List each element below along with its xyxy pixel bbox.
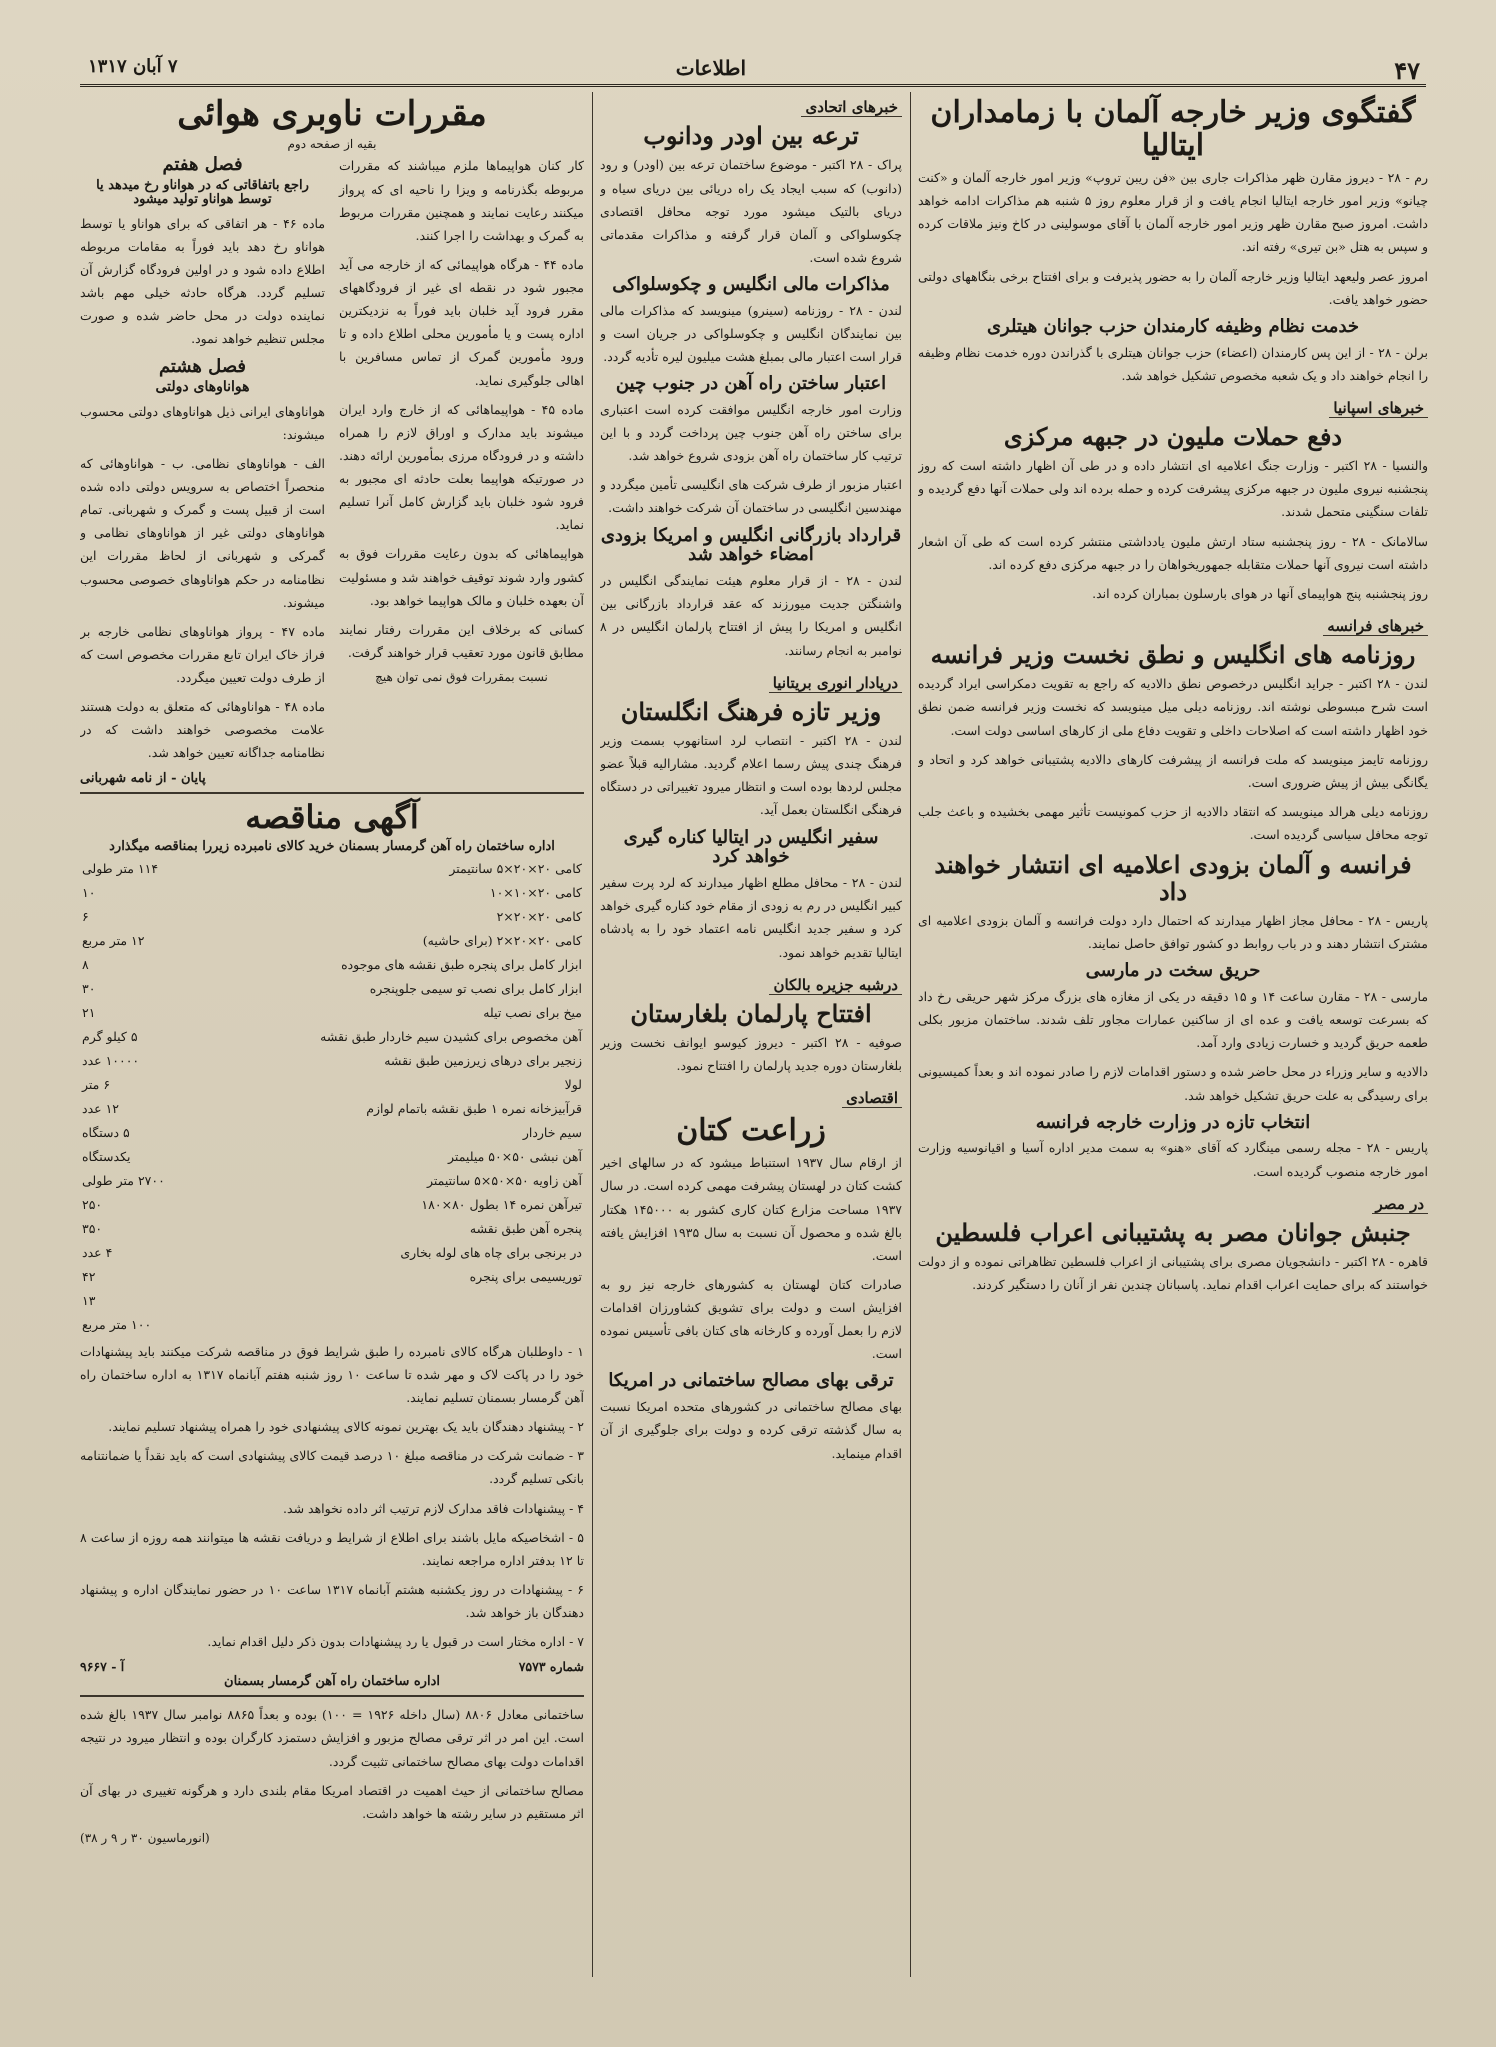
headline-spain: دفع حملات ملیون در جبهه مرکزی (1003, 421, 1343, 451)
tender-ref: شماره ۷۵۷۳ (518, 1659, 584, 1675)
article-text: پاریس - ۲۸ - مجله رسمی مینگارد که آقای «هنو» به سمت مدیر اداره آسیا و اقیانوسیه وزارت امور خارجه منصوب گردیده است. (918, 1140, 1428, 1179)
tender-item-row (80, 1073, 584, 1097)
article-text: ماده ۴۶ - هر اتفاقی که برای هواناو یا توسط هواناو رخ دهد باید فوراً به مقامات مربوطه اطلاع داده شود و در اولین فرودگاه گزارش آن تسلیم گردد. هرگاه حادثه خیلی مهم باشد نماینده دولت در محل حاضر شده و صورت مجلس تنظیم خواهد نمود. (80, 215, 326, 347)
headline-egypt: جنبش جوانان مصر به پشتیبانی اعراب فلسطین (935, 1217, 1411, 1247)
section-label: خبرهای اتحادی (801, 98, 902, 117)
tender-item-name: تیرآهن نمره ۱۴ بطول ۸۰×۱۸۰ (421, 1196, 582, 1212)
tender-items (80, 857, 584, 1337)
headline-canal: ترعه بین اودر ودانوب (643, 121, 859, 150)
tender-item-qty: ۱۲ متر مربع (82, 932, 145, 948)
tender-item-row (80, 1241, 584, 1265)
article-tail: نسبت بمقررات فوق نمی توان هیچ (375, 670, 548, 685)
tender-item-name: آهن مخصوص برای کشیدن سیم خاردار طبق نقشه (320, 1028, 582, 1044)
article-text: دالادیه و سایر وزراء در محل حاضر شده و دستور اقدامات لازم را صادر نموده اند و بعداً کمیسیونی برای رسیدگی به علت حریق تشکیل خواهد شد. (918, 1064, 1428, 1103)
chapter-heading: فصل هفتم (162, 154, 243, 176)
column-rule (592, 92, 593, 1977)
tender-item-row (80, 953, 584, 977)
article-text: ماده ۴۵ - هواپیماهائی که از خارج وارد ایران میشوند باید مدارک و اوراق لازم را همراه داشته و در فرودگاه مرزی بمأمورین ارائه دهند. در صورتیکه هواپیما بعلت حادثه ای مجبور به فرود شود خلبان باید گزارش کامل آنرا تسلیم نماید. (339, 401, 584, 533)
aviation-columns (80, 151, 584, 785)
tender-item-qty: ۴۲ (82, 1268, 96, 1284)
tender-condition: ۳ - ضمانت شرکت در مناقصه مبلغ ۱۰ درصد قیمت کالای پیشنهادی است که باید نقداً یا ضمانتنامه بانکی تسلیم گردد. (80, 1448, 584, 1487)
headline-aviation: مقررات ناوبری هوائی (177, 94, 487, 134)
tender-item-name: کامی ۲۰×۲۰×۵ سانتیمتر (449, 860, 582, 876)
headline-culture-minister: وزیر تازه فرهنگ انگلستان (620, 696, 882, 726)
tender-item-row (80, 1121, 584, 1145)
article-text: سالامانک - ۲۸ - روز پنجشنبه ستاد ارتش ملیون یادداشتی منتشر کرده است که طی آن اشعار داشته است نیروی آنها حملات متقابله جمهوریخواهان را در جبهه مرکزی دفع کرده اند. (918, 533, 1428, 572)
tender-item-row (80, 1049, 584, 1073)
tender-item-qty: ۴ عدد (82, 1244, 113, 1260)
tender-item-name: میخ برای نصب تیله (483, 1004, 582, 1020)
article-text: صادرات کتان لهستان به کشورهای خارجه نیز رو به افزایش است و دولت برای تشویق کشاورزان اقدامات لازم را بعمل آورده و کارخانه های کتان بافی تأسیس نموده است. (600, 1276, 902, 1362)
tender-item-name: ابزار کامل برای پنجره طبق نقشه های موجوده (341, 956, 582, 972)
tender-item-row (80, 1145, 584, 1169)
issue-date: ۷ آبان ۱۳۱۷ (88, 56, 178, 77)
tender-item-qty: ۶ متر (82, 1076, 111, 1092)
article-text: ماده ۴۷ - پرواز هواناوهای نظامی خارجه بر فراز خاک ایران تابع مقررات مخصوص است که از طرف دولت تعیین میگردد. (80, 623, 325, 686)
tender-condition: ۴ - پیشنهادات فاقد مدارک لازم ترتیب اثر داده نخواهد شد. (283, 1500, 584, 1516)
tender-item-qty: ۶ (82, 908, 89, 924)
section-label: دریادار انوری بریتانیا (769, 674, 902, 693)
tender-item-row (80, 1001, 584, 1025)
article-text: پراک - ۲۸ اکتبر - موضوع ساختمان ترعه بین (اودر) و رود (دانوب) که سبب ایجاد یک راه دریائی بین دریای سیاه و دریای بالتیک میشود مورد توجه محافل اقتصادی چکوسلواکی و آلمان قرار گرفته و مذاکرات مقدماتی شروع شده است. (600, 157, 902, 265)
tender-item-name: لولا (564, 1076, 582, 1092)
article-text: روزنامه تایمز مینویسد که ملت فرانسه از پیشرفت کارهای دالادیه پشتیبانی خواهد کرد و اتحاد و یگانگی بیش از پیش ضروری است. (918, 751, 1428, 790)
tender-signature: اداره ساختمان راه آهن گرمسار بسمنان (224, 1674, 440, 1690)
article-text: لندن - ۲۸ اکتبر - جراید انگلیس درخصوص نطق دالادیه که راجع به تقویت دمکراسی ایراد گردیده است شرح مبسوطی نوشته اند. روزنامه دیلی میل مینویسد که نخست وزیر فرانسه ضمن نطق خود اظهار داشته است که اصلاحات داخلی و تقویت دفاع ملی از کارهای اساسی دولت است. (918, 676, 1428, 738)
article-text: قاهره - ۲۸ اکتبر - دانشجویان مصری برای پشتیبانی از اعراب فلسطین تظاهراتی نموده و از دولت خواستند که برای حمایت اعراب اقدام نماید. پاسبانان چندین نفر از آنان را دستگیر کردند. (918, 1254, 1428, 1293)
column-middle (600, 92, 902, 1977)
tender-code: آ - ۹۶۶۷ (80, 1659, 125, 1675)
tender-item-row (80, 1289, 584, 1313)
tender-item-qty: ۳۵۰ (82, 1220, 103, 1236)
article-text: پاریس - ۲۸ - محافل مجاز اظهار میدارند که احتمال دارد دولت فرانسه و آلمان بزودی اعلامیه ای مشترک انتشار دهند و در باب روابط دو کشور توافق حاصل نمایند. (918, 912, 1428, 952)
tender-item-row (80, 857, 584, 881)
article-text: از ارقام سال ۱۹۳۷ استنباط میشود که در سالهای اخیر کشت کتان در لهستان پیشرفت مهمی کرده است. در سال ۱۹۳۷ مساحت مزارع کتان کاری کشور به ۱۴۵۰۰۰ هکتار بالغ شده و محصول آن نسبت به سال ۱۹۳۵ افزایش یافته است. (600, 1155, 902, 1263)
headline-germany-italy: گفتگوی وزیر خارجه آلمان با زمامداران ایتالیا (930, 95, 1416, 163)
divider (80, 792, 584, 794)
article-text: لندن - ۲۸ اکتبر - انتصاب لرد استانهوپ بسمت وزیر فرهنگ چندی پیش رسما اعلام گردید. مشارالیه قبلاً عضو مجلس لردها بوده است و انتظار میرود تغییراتی در دستگاه فرهنگی انگلستان بعمل آید. (600, 733, 902, 818)
article-text: کسانی که برخلاف این مقررات رفتار نمایند مطابق قانون مورد تعقیب قرار خواهند گرفت. (339, 621, 584, 660)
article-text: ماده ۴۴ - هرگاه هواپیمائی که از خارجه می آید مجبور شود در نقطه ای غیر از فرودگاههای مقرر فرود آید خلبان باید فوراً به نزدیکترین اداره پست و یا مأمورین محلی اطلاع داده و تا ورود مأمورین گمرک از تماس مسافرین با اهالی جلوگیری نماید. (339, 256, 584, 388)
tender-item-row (80, 881, 584, 905)
masthead (80, 54, 1426, 87)
article-text: امروز عصر ولیعهد ایتالیا وزیر خارجه آلمان را به حضور پذیرفت و برای افتتاح برخی بنگاههای دولتی حضور خواهد یافت. (918, 268, 1428, 307)
continued-note: بقیه از صفحه دوم (287, 137, 377, 152)
article-text: وزارت امور خارجه انگلیس موافقت کرده است اعتباری برای ساختن راه آهن جنوب چین پرداخت گردد و با این ترتیب کار ساختمان راه آهن بزودی شروع خواهد شد. (600, 401, 902, 464)
headline-france-speech: روزنامه های انگلیس و نطق نخست وزیر فرانسه (930, 639, 1416, 669)
article-text: صوفیه - ۲۸ اکتبر - دیروز کیوسو ایوانف نخست وزیر بلغارستان دوره جدید پارلمان را افتتاح نمود. (600, 1035, 902, 1074)
chapter-title: هواناوهای دولتی (155, 379, 250, 396)
subheadline: حریق سخت در مارسی (1085, 960, 1261, 982)
article-text: لندن - ۲۸ - روزنامه (سینرو) مینویسد که مذاکرات مالی بین نمایندگان انگلیس و چکوسلواکی در جریان است و قرار است اعتبار مالی بمبلغ هشت میلیون لیره تأدیه گردد. (600, 302, 902, 365)
tender-item-row (80, 1217, 584, 1241)
tender-item-row (80, 1025, 584, 1049)
subheadline: اعتبار ساختن راه آهن در جنوب چین (615, 373, 887, 395)
tender-item-qty: ۵ دستگاه (82, 1124, 130, 1140)
article-text: مصالح ساختمانی از حیث اهمیت در اقتصاد امریکا مقام بلندی دارد و هرگونه تغییری در بهای آن اثر مستقیم در سایر رشته ها خواهد داشت. (80, 1782, 584, 1821)
article-text: مارسی - ۲۸ - مقارن ساعت ۱۴ و ۱۵ دقیقه در یکی از مغازه های بزرگ مرکز شهر حریقی رخ داد که بسرعت توسعه یافت و عده ای از ساکنین عمارات مجاور تلف شدند. ساختمان مزبور بکلی طعمه حریق گردید و خسارت زیادی وارد آمد. (918, 989, 1428, 1051)
tender-item-qty: ۱۰۰ متر مربع (82, 1316, 152, 1332)
section-label: اقتصادی (842, 1089, 902, 1108)
tender-intro: اداره ساختمان راه آهن گرمسار بسمنان خرید کالای نامبرده زیررا بمناقصه میگذارد (109, 838, 555, 854)
tender-item-row (80, 929, 584, 953)
tender-condition: ۶ - پیشنهادات در روز یکشنبه هشتم آبانماه ۱۳۱۷ ساعت ۱۰ در حضور نمایندگان اداره و پیشنهاد دهندگان باز خواهد شد. (80, 1581, 584, 1621)
tender-title: آگهی مناقصه (245, 797, 419, 836)
article-text: رم - ۲۸ - دیروز مقارن ظهر مذاکرات جاری بین «فن ریبن تروپ» وزیر امور خارجه آلمان و «کنت چیانو» وزیر امور خارجه ایتالیا انجام یافت و از قرار معلوم روز ۵ شنبه هم مذاکرات ادامه خواهد داشت. امروز صبح مقارن ظهر وزیر امور خارجه آلمان با آقای موسولینی در کاخ ونیز ملاقات کرده و سپس به هتل «بن تیری» رفته اند. (918, 170, 1428, 255)
subheadline: مذاکرات مالی انگلیس و چکوسلواکی (612, 274, 890, 296)
tender-condition: ۲ - پیشنهاد دهندگان باید یک بهترین نمونه کالای پیشنهادی خود را همراه پیشنهاد تسلیم نمایند. (108, 1419, 584, 1435)
article-text: بهای مصالح ساختمانی در کشورهای متحده امریکا نسبت به سال گذشته ترقی کرده و دولت برای جلوگیری از آن اقدام مینماید. (600, 1399, 902, 1461)
tender-item-name: ابزار کامل برای نصب تو سیمی جلوپنجره (369, 980, 582, 996)
column-right (918, 92, 1428, 1977)
tender-item-name: پنجره آهن طبق نقشه (469, 1220, 582, 1236)
tender-item-qty: ۱۱۴ متر طولی (82, 860, 159, 876)
article-text: والنسیا - ۲۸ اکتبر - وزارت جنگ اعلامیه ای انتشار داده و در طی آن اظهار داشته است که روز پنجشنبه نیروی ملیون در جبهه مرکزی پیشرفت کرده و حمله برده اند ولی حملات آنها دفع گردیده و تلفات سنگینی متحمل شدند. (918, 458, 1428, 520)
tender-item-qty: ۱۰ (82, 884, 96, 900)
column-rule (910, 92, 911, 1977)
tender-item-name (251, 1289, 584, 1313)
tender-item-name: کامی ۲۰×۲۰×۲ (برای حاشیه) (422, 932, 582, 948)
tender-item-qty: ۸ (82, 956, 89, 972)
tender-item-qty: ۵ کیلو گرم (82, 1028, 138, 1044)
tender-item-name: کامی ۲۰×۱۰×۱۰ (489, 884, 582, 900)
headline-france-germany: فرانسه و آلمان بزودی اعلامیه ای انتشار خواهند داد (934, 850, 1412, 906)
divider (80, 1695, 584, 1697)
tender-condition: ۱ - داوطلبان هرگاه کالای نامبرده را طبق شرایط فوق در مناقصه شرکت میکنند باید پیشنهادات خود را در پاکت لاک و مهر شده تا ساعت ۱۰ روز شنبه هفتم آبانماه ۱۳۱۷ به اداره ساختمان راه آهن گرمسار بسمنان تسلیم نمایند. (80, 1343, 584, 1406)
tender-item-name: آهن زاویه ۵۰×۵۰×۵ سانتیمتر (426, 1172, 582, 1188)
subheadline: سفیر انگلیس در ایتالیا کناره گیری خواهد کرد (623, 826, 879, 868)
headline-flax: زراعت کتان (676, 1113, 826, 1149)
article-text: روز پنجشنبه پنج هواپیمای آنها در هوای بارسلون بمباران کرده اند. (1092, 585, 1428, 601)
section-label: درشبه جزیره بالکان (769, 976, 902, 995)
chapter-heading: فصل هشتم (158, 355, 247, 377)
tender-item-name: در برنجی برای چاه های لوله بخاری (400, 1244, 582, 1260)
headline-bulgaria: افتتاح پارلمان بلغارستان (630, 998, 872, 1028)
aviation-col-right (339, 151, 584, 785)
article-text: لندن - ۲۸ - محافل مطلع اظهار میدارند که لرد پرت سفیر کبیر انگلیس در رم به زودی از مقام خود کناره گیری خواهد کرد و سفیر جدید انگلیس نامه اعتماد خود را به پادشاه ایتالیا تقدیم خواهد نمود. (600, 875, 902, 960)
chapter-title: راجع باتفاقاتی که در هواناو رخ میدهد یا توسط هواناو تولید میشود (96, 178, 309, 208)
tender-item-row (80, 905, 584, 929)
article-text: اعتبار مزبور از طرف شرکت های انگلیسی تأمین میگردد و مهندسین انگلیسی در ساختمان آن شرکت خواهند داشت. (600, 477, 902, 516)
tender-item-name (251, 1313, 584, 1337)
tender-condition: ۵ - اشخاصیکه مایل باشند برای اطلاع از شرایط و دریافت نقشه ها میتوانند همه روزه از ساعت ۸ تا ۱۲ بدفتر اداره مراجعه نمایند. (80, 1529, 584, 1568)
tender-item-name: توریسیمی برای پنجره (469, 1268, 582, 1284)
section-label: خبرهای فرانسه (1323, 617, 1428, 636)
article-text: لندن - ۲۸ - از قرار معلوم هیئت نمایندگی انگلیس در واشنگتن جدیت میورزند که عقد قرارداد بازرگانی بین انگلیس و امریکا را پیش از افتتاح پارلمان انگلیس در ۸ نوامبر به انجام رسانند. (600, 573, 902, 658)
tender-item-qty: یکدستگاه (82, 1148, 131, 1164)
tender-item-qty: ۱۲ عدد (82, 1100, 119, 1116)
aviation-col-left (80, 151, 325, 785)
subheadline: خدمت نظام وظیفه کارمندان حزب جوانان هیتلری (986, 315, 1360, 337)
tender-item-row (80, 1097, 584, 1121)
tender-footer (80, 1659, 584, 1674)
section-label: خبرهای اسپانیا (1329, 399, 1428, 418)
paper-name: اطلاعات (675, 56, 746, 80)
tender-item-name: کامی ۲۰×۲۰×۲ (496, 908, 582, 924)
article-text: ساختمانی معادل ۸۸۰۶ (سال داخله ۱۹۲۶ = ۱۰۰) بوده و بعداً ۸۸۶۵ نوامبر سال ۱۹۳۷ بالغ شده است. این امر در اثر ترقی مصالح مزبور و افزایش دستمزد کارگران بوده و انتظار میرود در نتیجه اقدامات دولت بهای مصالح ساختمانی تثبیت گردد. (80, 1707, 584, 1769)
subheadline: انتخاب تازه در وزارت خارجه فرانسه (1035, 1111, 1311, 1133)
article-text: هواناوهای ایرانی ذیل هواناوهای دولتی محسوب میشوند: (80, 403, 325, 442)
tender-item-row (80, 1313, 584, 1337)
source-credit: پایان - از نامه شهربانی (80, 770, 206, 786)
source-note: (انورماسیون ۳۰ ر ۹ ر ۳۸) (80, 1830, 210, 1845)
tender-item-row (80, 977, 584, 1001)
tender-condition: ۷ - اداره مختار است در قبول یا رد پیشنهادات بدون ذکر دلیل اقدام نماید. (207, 1634, 584, 1650)
article-text: روزنامه دیلی هرالد مینویسد که انتقاد دالادیه از حزب کمونیست تأثیر مهمی بخشیده و باعث جلب توجه محافل سیاسی گردیده است. (918, 803, 1428, 843)
article-text: هواپیماهائی که بدون رعایت مقررات فوق به کشور وارد شوند توقیف خواهند شد و مسئولیت آن بعهده خلبان و مالک هواپیما خواهد بود. (339, 546, 584, 608)
tender-item-name: سیم خاردار (522, 1124, 582, 1140)
article-text: کار کنان هواپیماها ملزم میباشند که مقررات مربوطه بگذرنامه و ویزا را ناحیه ای که پرواز میکنند رعایت نمایند و همچنین مقررات مربوط به گمرک و بهداشت را اجرا کنند. (339, 158, 584, 243)
article-text: ماده ۴۸ - هواناوهائی که متعلق به دولت هستند علامت مخصوصی خواهند داشت که در نظامنامه جداگانه تعیین خواهد شد. (80, 699, 326, 761)
tender-item-qty: ۱۳ (82, 1292, 96, 1308)
column-left (80, 92, 584, 1977)
tender-item-qty: ۳۰ (82, 980, 96, 996)
tender-item-name: آهن نبشی ۵۰×۵۰ میلیمتر (448, 1148, 582, 1164)
tender-item-name: زنجیر برای درهای زیرزمین طبق نقشه (384, 1052, 582, 1068)
section-label: در مصر (1372, 1195, 1428, 1214)
subheadline: قرارداد بازرگانی انگلیس و امریکا بزودی امضاء خواهد شد (600, 524, 902, 566)
tender-item-row (80, 1169, 584, 1193)
tender-item-name: قرآبیزخانه نمره ۱ طبق نقشه باتمام لوازم (366, 1100, 582, 1116)
subheadline: ترقی بهای مصالح ساختمانی در امریکا (608, 1370, 894, 1392)
article-text: برلن - ۲۸ - از این پس کارمندان (اعضاء) حزب جوانان هیتلری با گذراندن دوره خدمت نظام وظیفه را انجام خواهند داد و یک شعبه مخصوص تشکیل خواهد شد. (918, 344, 1428, 383)
tender-item-qty: ۲۱ (82, 1004, 96, 1020)
tender-item-row (80, 1265, 584, 1289)
tender-item-qty: ۲۵۰ (82, 1196, 103, 1212)
tender-item-qty: ۱۰۰۰۰ عدد (82, 1052, 140, 1068)
tender-item-row (80, 1193, 584, 1217)
page-number: ۴۷ (1394, 56, 1420, 85)
article-text: الف - هواناوهای نظامی. ب - هواناوهائی که منحصراً اختصاص به سرویس دولتی داده شده است از قبیل پست و گمرک و شهربانی. تمام هواناوهای دولتی غیر از هواناوهای نظامی و گمرکی و شهربانی از لحاظ مقررات این نظامنامه در حکم هواناوهای خصوصی محسوب میشوند. (80, 455, 325, 610)
tender-item-qty: ۲۷۰۰ متر طولی (82, 1172, 165, 1188)
